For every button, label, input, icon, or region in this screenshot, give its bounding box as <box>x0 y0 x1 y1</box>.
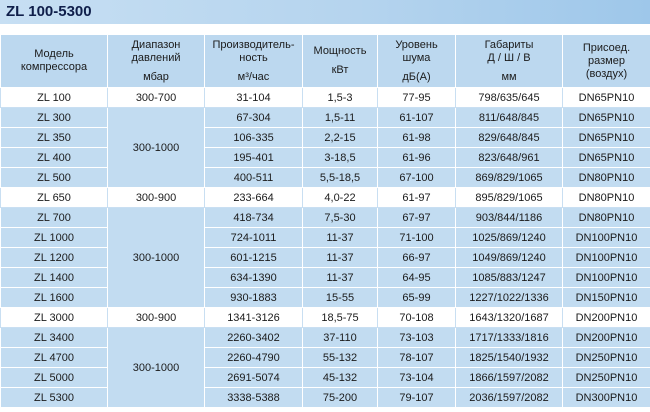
model-cell: ZL 1600 <box>1 288 108 308</box>
conn-cell: DN300PN10 <box>563 388 650 408</box>
header-connection: Присоед. размер (воздух) <box>563 35 650 88</box>
model-cell: ZL 1000 <box>1 228 108 248</box>
table-row <box>1 148 650 168</box>
dims-cell: 1049/869/1240 <box>456 248 563 268</box>
capacity-cell: 3338-5388 <box>205 388 303 408</box>
dims-cell: 2036/1597/2082 <box>456 388 563 408</box>
header-model: Модель компрессора <box>1 35 108 88</box>
pressure-range-cell: 300-700 <box>108 88 205 108</box>
model-cell: ZL 350 <box>1 128 108 148</box>
model-cell: ZL 1200 <box>1 248 108 268</box>
capacity-cell: 2691-5074 <box>205 368 303 388</box>
power-cell: 15-55 <box>303 288 378 308</box>
table-row <box>1 248 650 268</box>
pressure-range-cell: 300-1000 <box>108 328 205 408</box>
noise-cell: 73-104 <box>378 368 456 388</box>
power-cell: 55-132 <box>303 348 378 368</box>
noise-cell: 67-100 <box>378 168 456 188</box>
table-row <box>1 268 650 288</box>
noise-cell: 71-100 <box>378 228 456 248</box>
dims-cell: 1643/1320/1687 <box>456 308 563 328</box>
capacity-cell: 31-104 <box>205 88 303 108</box>
capacity-cell: 634-1390 <box>205 268 303 288</box>
dims-cell: 903/844/1186 <box>456 208 563 228</box>
dims-cell: 1717/1333/1816 <box>456 328 563 348</box>
noise-cell: 61-97 <box>378 188 456 208</box>
power-cell: 1,5-3 <box>303 88 378 108</box>
power-cell: 3-18,5 <box>303 148 378 168</box>
model-cell: ZL 5300 <box>1 388 108 408</box>
conn-cell: DN100PN10 <box>563 228 650 248</box>
conn-cell: DN200PN10 <box>563 308 650 328</box>
model-cell: ZL 300 <box>1 108 108 128</box>
dims-cell: 1227/1022/1336 <box>456 288 563 308</box>
table-row <box>1 348 650 368</box>
dims-cell: 895/829/1065 <box>456 188 563 208</box>
conn-cell: DN80PN10 <box>563 208 650 228</box>
noise-cell: 66-97 <box>378 248 456 268</box>
power-cell: 18,5-75 <box>303 308 378 328</box>
noise-cell: 70-108 <box>378 308 456 328</box>
capacity-cell: 601-1215 <box>205 248 303 268</box>
header-pressure: Диапазон давлений мбар <box>108 35 205 88</box>
table-row <box>1 188 650 208</box>
pressure-range-cell: 300-1000 <box>108 208 205 308</box>
capacity-cell: 1341-3126 <box>205 308 303 328</box>
table-row <box>1 128 650 148</box>
table-row <box>1 328 650 348</box>
dims-cell: 1866/1597/2082 <box>456 368 563 388</box>
dims-cell: 811/648/845 <box>456 108 563 128</box>
noise-cell: 78-107 <box>378 348 456 368</box>
model-cell: ZL 100 <box>1 88 108 108</box>
dims-cell: 829/648/845 <box>456 128 563 148</box>
power-cell: 5,5-18,5 <box>303 168 378 188</box>
noise-cell: 73-103 <box>378 328 456 348</box>
capacity-cell: 67-304 <box>205 108 303 128</box>
table-row <box>1 288 650 308</box>
noise-cell: 77-95 <box>378 88 456 108</box>
table-row <box>1 388 650 408</box>
noise-cell: 65-99 <box>378 288 456 308</box>
dims-cell: 1025/869/1240 <box>456 228 563 248</box>
conn-cell: DN80PN10 <box>563 188 650 208</box>
noise-cell: 61-98 <box>378 128 456 148</box>
capacity-cell: 195-401 <box>205 148 303 168</box>
table-row <box>1 228 650 248</box>
page-title: ZL 100-5300 <box>6 3 92 20</box>
pressure-range-cell: 300-1000 <box>108 108 205 188</box>
conn-cell: DN65PN10 <box>563 148 650 168</box>
pressure-range-cell: 300-900 <box>108 308 205 328</box>
power-cell: 75-200 <box>303 388 378 408</box>
table-row <box>1 88 650 108</box>
capacity-cell: 724-1011 <box>205 228 303 248</box>
power-cell: 2,2-15 <box>303 128 378 148</box>
conn-cell: DN150PN10 <box>563 288 650 308</box>
model-cell: ZL 3400 <box>1 328 108 348</box>
power-cell: 45-132 <box>303 368 378 388</box>
header-power: Мощность кВт <box>303 35 378 88</box>
capacity-cell: 930-1883 <box>205 288 303 308</box>
model-cell: ZL 500 <box>1 168 108 188</box>
conn-cell: DN200PN10 <box>563 328 650 348</box>
power-cell: 11-37 <box>303 268 378 288</box>
capacity-cell: 233-664 <box>205 188 303 208</box>
table-row <box>1 308 650 328</box>
capacity-cell: 400-511 <box>205 168 303 188</box>
dims-cell: 1825/1540/1932 <box>456 348 563 368</box>
capacity-cell: 418-734 <box>205 208 303 228</box>
spec-table <box>0 34 650 408</box>
header-noise: Уровень шума дБ(А) <box>378 35 456 88</box>
header-dimensions: Габариты Д / Ш / В мм <box>456 35 563 88</box>
model-cell: ZL 1400 <box>1 268 108 288</box>
noise-cell: 61-96 <box>378 148 456 168</box>
table-row <box>1 208 650 228</box>
table-row <box>1 168 650 188</box>
noise-cell: 79-107 <box>378 388 456 408</box>
capacity-cell: 2260-4790 <box>205 348 303 368</box>
conn-cell: DN250PN10 <box>563 368 650 388</box>
power-cell: 1,5-11 <box>303 108 378 128</box>
table-row <box>1 108 650 128</box>
conn-cell: DN250PN10 <box>563 348 650 368</box>
pressure-range-cell: 300-900 <box>108 188 205 208</box>
power-cell: 37-110 <box>303 328 378 348</box>
dims-cell: 1085/883/1247 <box>456 268 563 288</box>
dims-cell: 823/648/961 <box>456 148 563 168</box>
model-cell: ZL 700 <box>1 208 108 228</box>
capacity-cell: 106-335 <box>205 128 303 148</box>
noise-cell: 64-95 <box>378 268 456 288</box>
conn-cell: DN100PN10 <box>563 248 650 268</box>
dims-cell: 869/829/1065 <box>456 168 563 188</box>
noise-cell: 67-97 <box>378 208 456 228</box>
power-cell: 11-37 <box>303 228 378 248</box>
title-bar <box>0 0 650 24</box>
model-cell: ZL 5000 <box>1 368 108 388</box>
conn-cell: DN100PN10 <box>563 268 650 288</box>
power-cell: 4,0-22 <box>303 188 378 208</box>
model-cell: ZL 3000 <box>1 308 108 328</box>
model-cell: ZL 4700 <box>1 348 108 368</box>
table-body <box>1 88 650 408</box>
conn-cell: DN80PN10 <box>563 168 650 188</box>
table-row <box>1 368 650 388</box>
power-cell: 11-37 <box>303 248 378 268</box>
model-cell: ZL 400 <box>1 148 108 168</box>
power-cell: 7,5-30 <box>303 208 378 228</box>
dims-cell: 798/635/645 <box>456 88 563 108</box>
noise-cell: 61-107 <box>378 108 456 128</box>
conn-cell: DN65PN10 <box>563 88 650 108</box>
header-row <box>1 35 650 88</box>
capacity-cell: 2260-3402 <box>205 328 303 348</box>
model-cell: ZL 650 <box>1 188 108 208</box>
header-capacity: Производитель- ность м³/час <box>205 35 303 88</box>
conn-cell: DN65PN10 <box>563 108 650 128</box>
conn-cell: DN65PN10 <box>563 128 650 148</box>
